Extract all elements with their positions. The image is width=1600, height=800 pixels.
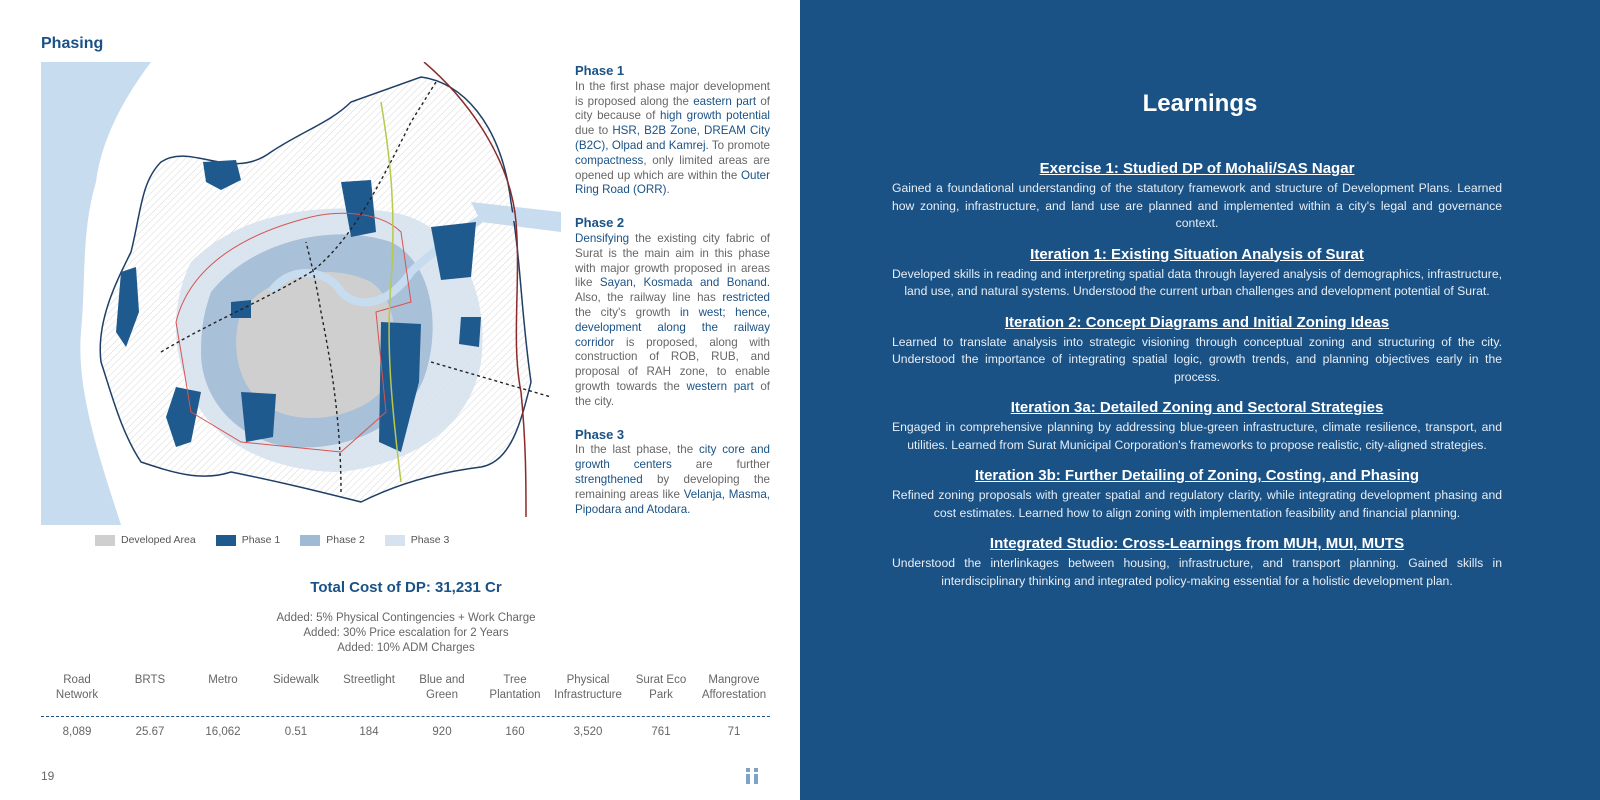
phasing-map xyxy=(41,62,561,525)
table-divider xyxy=(41,716,770,717)
cost-column-value: 920 xyxy=(432,726,452,738)
legend-label: Developed Area xyxy=(121,534,196,546)
body-text: by developing the remaining areas like xyxy=(575,472,770,501)
learning-heading: Iteration 1: Existing Situation Analysis of Surat xyxy=(1030,245,1364,263)
phase-text xyxy=(575,232,770,410)
highlight-text: city core and growth centers xyxy=(575,443,770,472)
learning-body: Learned to translate analysis into strategic visioning through conceptual zoning and structuring of the city. Understood the importance of integrating spatial logic, growth trends, and planning objectives early in the process. xyxy=(892,334,1502,384)
learning-body: Gained a foundational understanding of the statutory framework and structure of Development Plans. Learned how zoning, infrastructure, and land use are planned and implemented within a city's legal and governance context. xyxy=(892,181,1502,230)
learning-item xyxy=(892,246,1502,301)
legend-item xyxy=(385,534,450,546)
highlight-text: eastern part xyxy=(693,94,757,108)
legend-swatch xyxy=(216,535,236,546)
highlight-text: Densifying xyxy=(575,231,630,245)
highlight-text: Outer Ring Road (ORR) xyxy=(575,168,770,197)
body-text: , only limited areas are opened up which are within the xyxy=(575,153,770,182)
cost-column-value: 3,520 xyxy=(573,726,603,738)
learning-item xyxy=(892,467,1502,522)
learning-item xyxy=(892,535,1502,590)
body-text: In the first phase major development is proposed along the xyxy=(575,79,770,108)
body-text: the existing city fabric of Surat is the main aim in this phase with major growth proposed in areas like xyxy=(575,231,770,290)
cost-value-row xyxy=(41,725,770,740)
cost-column-value: 25.67 xyxy=(135,726,165,738)
highlight-text: Sayan, Kosmada and Bonand. xyxy=(599,276,771,290)
highlight-text: western part xyxy=(686,379,754,393)
right-page xyxy=(800,0,1600,800)
cost-column-value: 184 xyxy=(359,726,379,738)
cost-column-header: Streetlight xyxy=(343,674,395,686)
legend-item xyxy=(300,534,365,546)
cost-title: Total Cost of DP: 31,231 Cr xyxy=(310,579,502,596)
learning-item xyxy=(892,399,1502,454)
body-text: In the last phase, the xyxy=(575,443,699,457)
body-text: To promote xyxy=(708,138,770,152)
phase-block xyxy=(575,428,770,518)
highlight-text: restricted xyxy=(722,291,770,305)
cost-notes xyxy=(0,611,812,656)
cost-column-value: 160 xyxy=(505,726,525,738)
section-title: Phasing xyxy=(41,35,104,52)
cost-header-row xyxy=(41,673,770,713)
logo-icon xyxy=(745,768,759,784)
learning-heading: Iteration 3a: Detailed Zoning and Sectoral Strategies xyxy=(1010,399,1384,416)
cost-note: Added: 5% Physical Contingencies + Work Charge xyxy=(276,612,536,624)
legend-swatch xyxy=(95,535,115,546)
phase-block xyxy=(575,64,770,198)
cost-column-header: Sidewalk xyxy=(272,674,320,686)
highlight-text: in west; hence, development along the railway corridor xyxy=(575,305,770,349)
phase-block xyxy=(575,216,770,409)
cost-column-header: Physical Infrastructure xyxy=(554,674,622,701)
learning-body: Engaged in comprehensive planning by addressing blue-green infrastructure, climate resilience, transport, and utilities. Learned from Surat Municipal Corporation's frameworks to propose realistic, city-aligned strategies. xyxy=(892,420,1502,452)
cost-column-header: Blue and Green xyxy=(419,674,465,701)
legend-item xyxy=(216,534,281,546)
cost-note: Added: 10% ADM Charges xyxy=(337,642,475,654)
learnings-title: Learnings xyxy=(1142,90,1258,117)
cost-column-header: BRTS xyxy=(134,674,166,686)
learning-heading: Exercise 1: Studied DP of Mohali/SAS Nagar xyxy=(1039,160,1355,177)
learning-item xyxy=(892,160,1502,233)
highlight-text: high growth potential xyxy=(660,109,770,123)
body-text: Also, the railway line has xyxy=(575,291,723,305)
body-text: are further xyxy=(671,458,770,472)
cost-column-header: Metro xyxy=(208,674,238,686)
body-text: the city's growth xyxy=(575,305,680,319)
highlight-text: HSR, B2B Zone, DREAM City (B2C), Olpad and Kamrej. xyxy=(575,124,770,152)
learning-heading: Iteration 2: Concept Diagrams and Initial Zoning Ideas xyxy=(1004,313,1390,331)
learning-body: Refined zoning proposals with greater spatial and regulatory clarity, while integrating development phasing and cost estimates. Learned how to align zoning with implementation feasibility and financial planning. xyxy=(892,488,1502,520)
phase-text xyxy=(575,443,770,517)
cost-column-value: 0.51 xyxy=(284,726,308,738)
body-text: due to xyxy=(575,124,613,138)
map-legend xyxy=(95,534,449,546)
legend-swatch xyxy=(385,535,405,546)
learnings-list xyxy=(892,160,1502,603)
phase-text xyxy=(575,80,770,198)
learning-heading: Integrated Studio: Cross-Learnings from MUH, MUI, MUTS xyxy=(989,535,1405,552)
phase-title: Phase 3 xyxy=(575,426,625,442)
learning-body: Developed skills in reading and interpreting spatial data through layered analysis of demographics, infrastructure, land use, and natural systems. Understood the current urban challenges and development potential of Surat. xyxy=(892,266,1502,298)
learning-heading: Iteration 3b: Further Detailing of Zoning, Costing, and Phasing xyxy=(974,467,1420,484)
legend-label: Phase 2 xyxy=(326,534,365,546)
highlight-text: strengthened xyxy=(575,472,643,486)
cost-column-header: Surat Eco Park xyxy=(635,674,687,701)
cost-column-header: Tree Plantation xyxy=(489,674,541,701)
cost-column-header: Mangrove Afforestation xyxy=(701,674,767,701)
legend-item xyxy=(95,534,196,546)
cost-table xyxy=(41,673,770,740)
body-text: of city because of xyxy=(575,94,771,123)
body-text: of the city. xyxy=(575,379,771,408)
cost-column-header: Road Network xyxy=(55,674,99,701)
phase-title: Phase 1 xyxy=(575,63,625,78)
cost-column-value: 761 xyxy=(651,726,671,738)
cost-note: Added: 30% Price escalation for 2 Years xyxy=(303,627,509,639)
cost-column-value: 16,062 xyxy=(205,726,241,738)
body-text: . xyxy=(666,183,670,197)
learning-item xyxy=(892,314,1502,387)
page-number: 19 xyxy=(41,769,55,783)
body-text: is proposed, along with construction of ROB, RUB, and proposal of RAH zone, to enable growth towards the xyxy=(575,335,770,393)
learning-body: Understood the interlinkages between housing, infrastructure, and transport planning. Gained skills in interdisciplinary thinking and integrated policy-making essential for a holistic development plan. xyxy=(892,556,1502,588)
cost-column-value: 8,089 xyxy=(62,726,92,738)
phase-title: Phase 2 xyxy=(575,215,625,231)
legend-swatch xyxy=(300,535,320,546)
legend-label: Phase 3 xyxy=(410,534,450,546)
highlight-text: compactness xyxy=(575,153,644,167)
legend-label: Phase 1 xyxy=(241,534,281,546)
highlight-text: Velanja, Masma, Pipodara and Atodara. xyxy=(575,487,770,516)
phase-descriptions xyxy=(575,64,770,535)
cost-column-value: 71 xyxy=(727,726,741,738)
